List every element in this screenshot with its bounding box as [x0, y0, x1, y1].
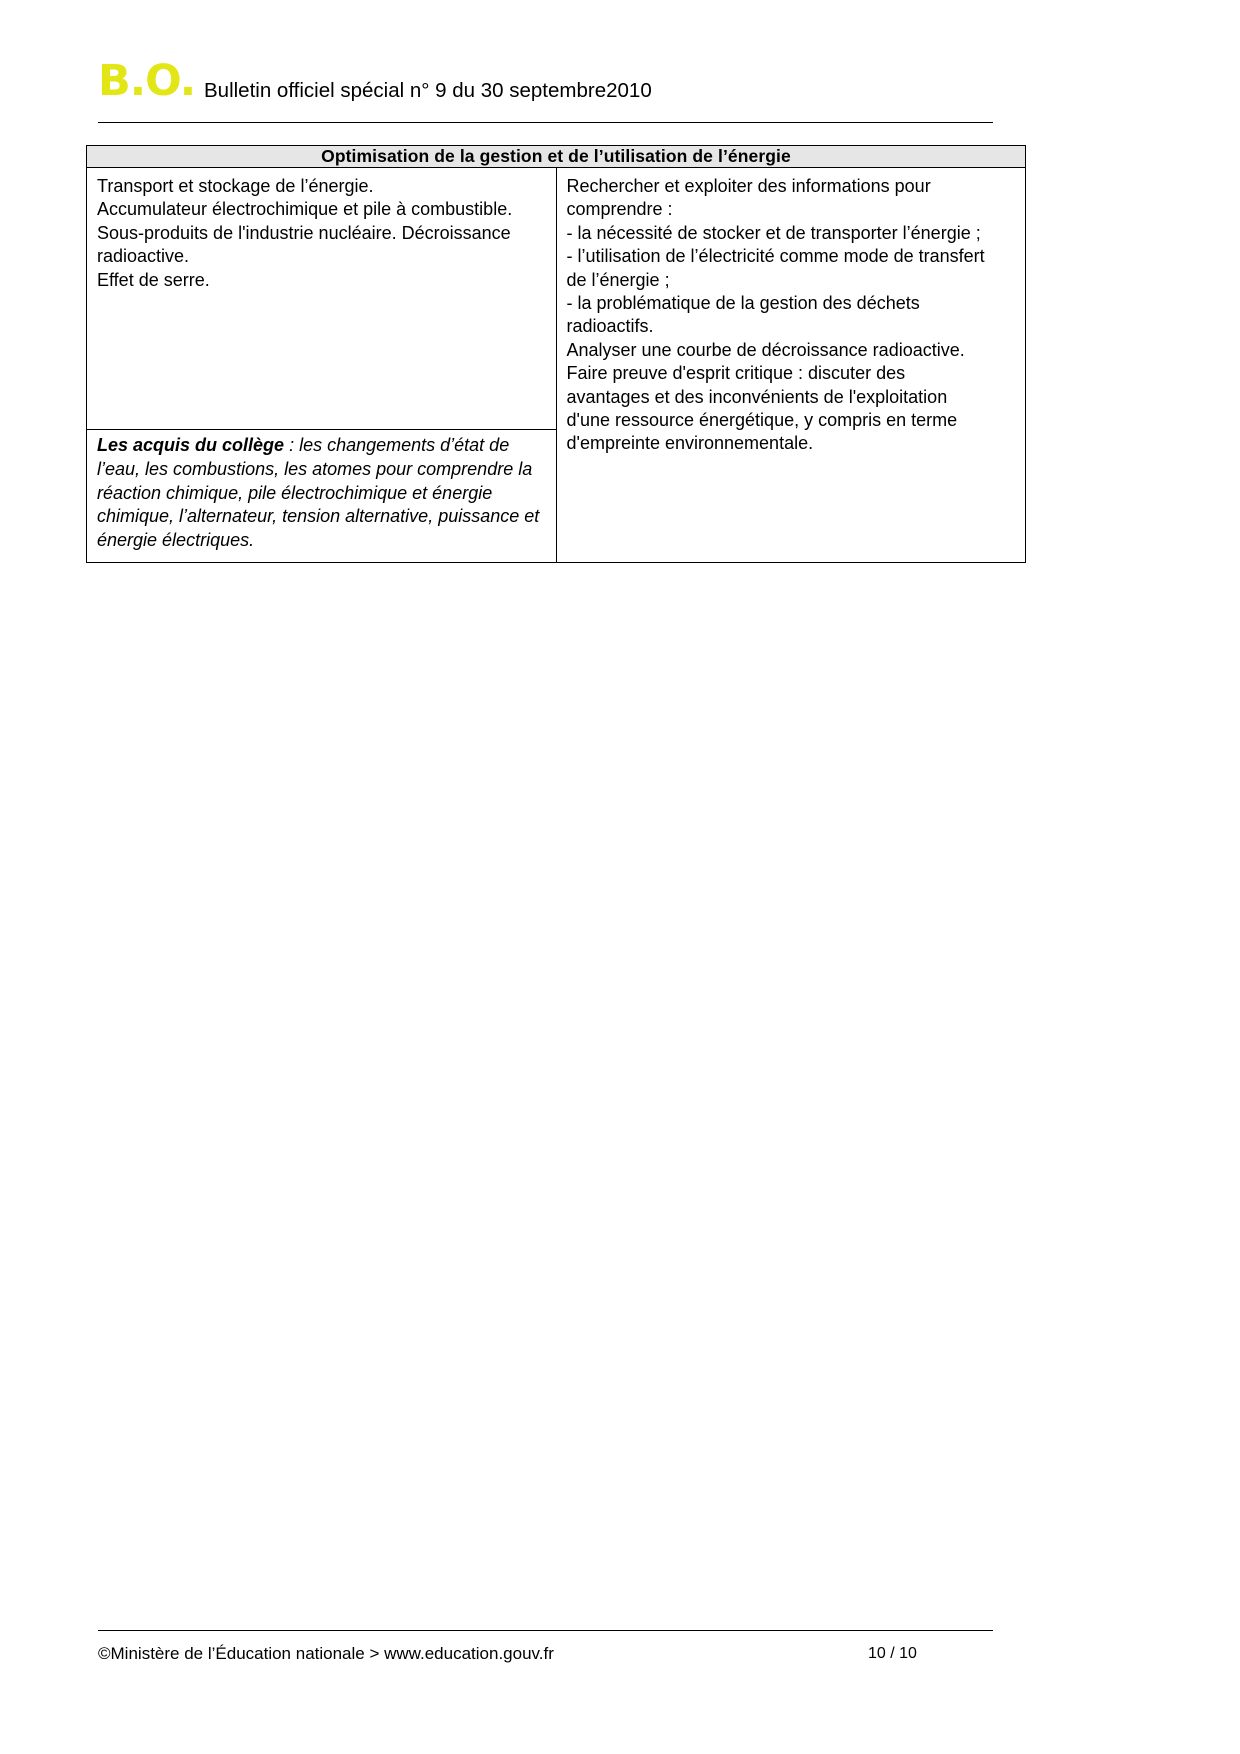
- content-table-wrapper: [86, 145, 1026, 563]
- cell-notions-contenus: [87, 168, 557, 430]
- notions-list: [87, 168, 556, 301]
- notions-line: radioactive.: [97, 246, 190, 267]
- table-banner-title: Optimisation de la gestion et de l’utilisation de l’énergie: [87, 146, 1026, 168]
- acquis-text: : les changements d’état de l’eau, les combustions, les atomes pour comprendre la réaction chimique, pile électrochimique et énergie chimique, l’alternateur, tension alternative, puissance et énergie électriques.: [97, 435, 540, 550]
- cell-acquis-college: [87, 430, 557, 563]
- page-title: Bulletin officiel spécial n° 9 du 30 septembre2010: [204, 79, 652, 102]
- notions-line: Effet de serre.: [97, 269, 210, 290]
- acquis-label: Les acquis du collège: [97, 435, 285, 455]
- content-table: [86, 145, 1026, 563]
- cell-competences: [556, 168, 1026, 563]
- notions-line: Sous-produits de l'industrie nucléaire. Décroissance: [97, 222, 511, 243]
- competences-line: avantages et des inconvénients de l'exploitation: [566, 386, 948, 407]
- footer-copyright: ©Ministère de l’Éducation nationale > www.education.gouv.fr: [98, 1644, 554, 1663]
- acquis-paragraph: [87, 430, 556, 562]
- competences-line: Faire preuve d'esprit critique : discuter des: [566, 363, 906, 384]
- competences-line: d'une ressource énergétique, y compris en terme: [566, 409, 958, 430]
- notions-line: Accumulateur électrochimique et pile à combustible.: [97, 199, 513, 220]
- competences-line: - l’utilisation de l’électricité comme mode de transfert: [566, 246, 985, 267]
- competences-line: Rechercher et exploiter des informations pour: [566, 176, 931, 196]
- page-header: [98, 55, 993, 123]
- competences-line: - la problématique de la gestion des déchets: [566, 292, 920, 313]
- table-banner-row: [87, 146, 1026, 168]
- notions-line: Transport et stockage de l’énergie.: [97, 176, 374, 196]
- footer-page-number: 10 / 10: [868, 1645, 917, 1662]
- competences-line: de l’énergie ;: [566, 269, 670, 290]
- competences-list: [557, 168, 1026, 465]
- competences-line: - la nécessité de stocker et de transporter l’énergie ;: [566, 222, 981, 243]
- bo-logo: [98, 55, 196, 107]
- competences-line: radioactifs.: [566, 316, 654, 337]
- competences-line: Analyser une courbe de décroissance radioactive.: [566, 339, 965, 360]
- competences-line: comprendre :: [566, 199, 673, 220]
- bo-logo-text: B.O.: [98, 55, 196, 106]
- header-divider: [98, 122, 993, 123]
- competences-line: d'empreinte environnementale.: [566, 433, 814, 454]
- footer-divider: [98, 1630, 993, 1631]
- table-row: [87, 168, 1026, 430]
